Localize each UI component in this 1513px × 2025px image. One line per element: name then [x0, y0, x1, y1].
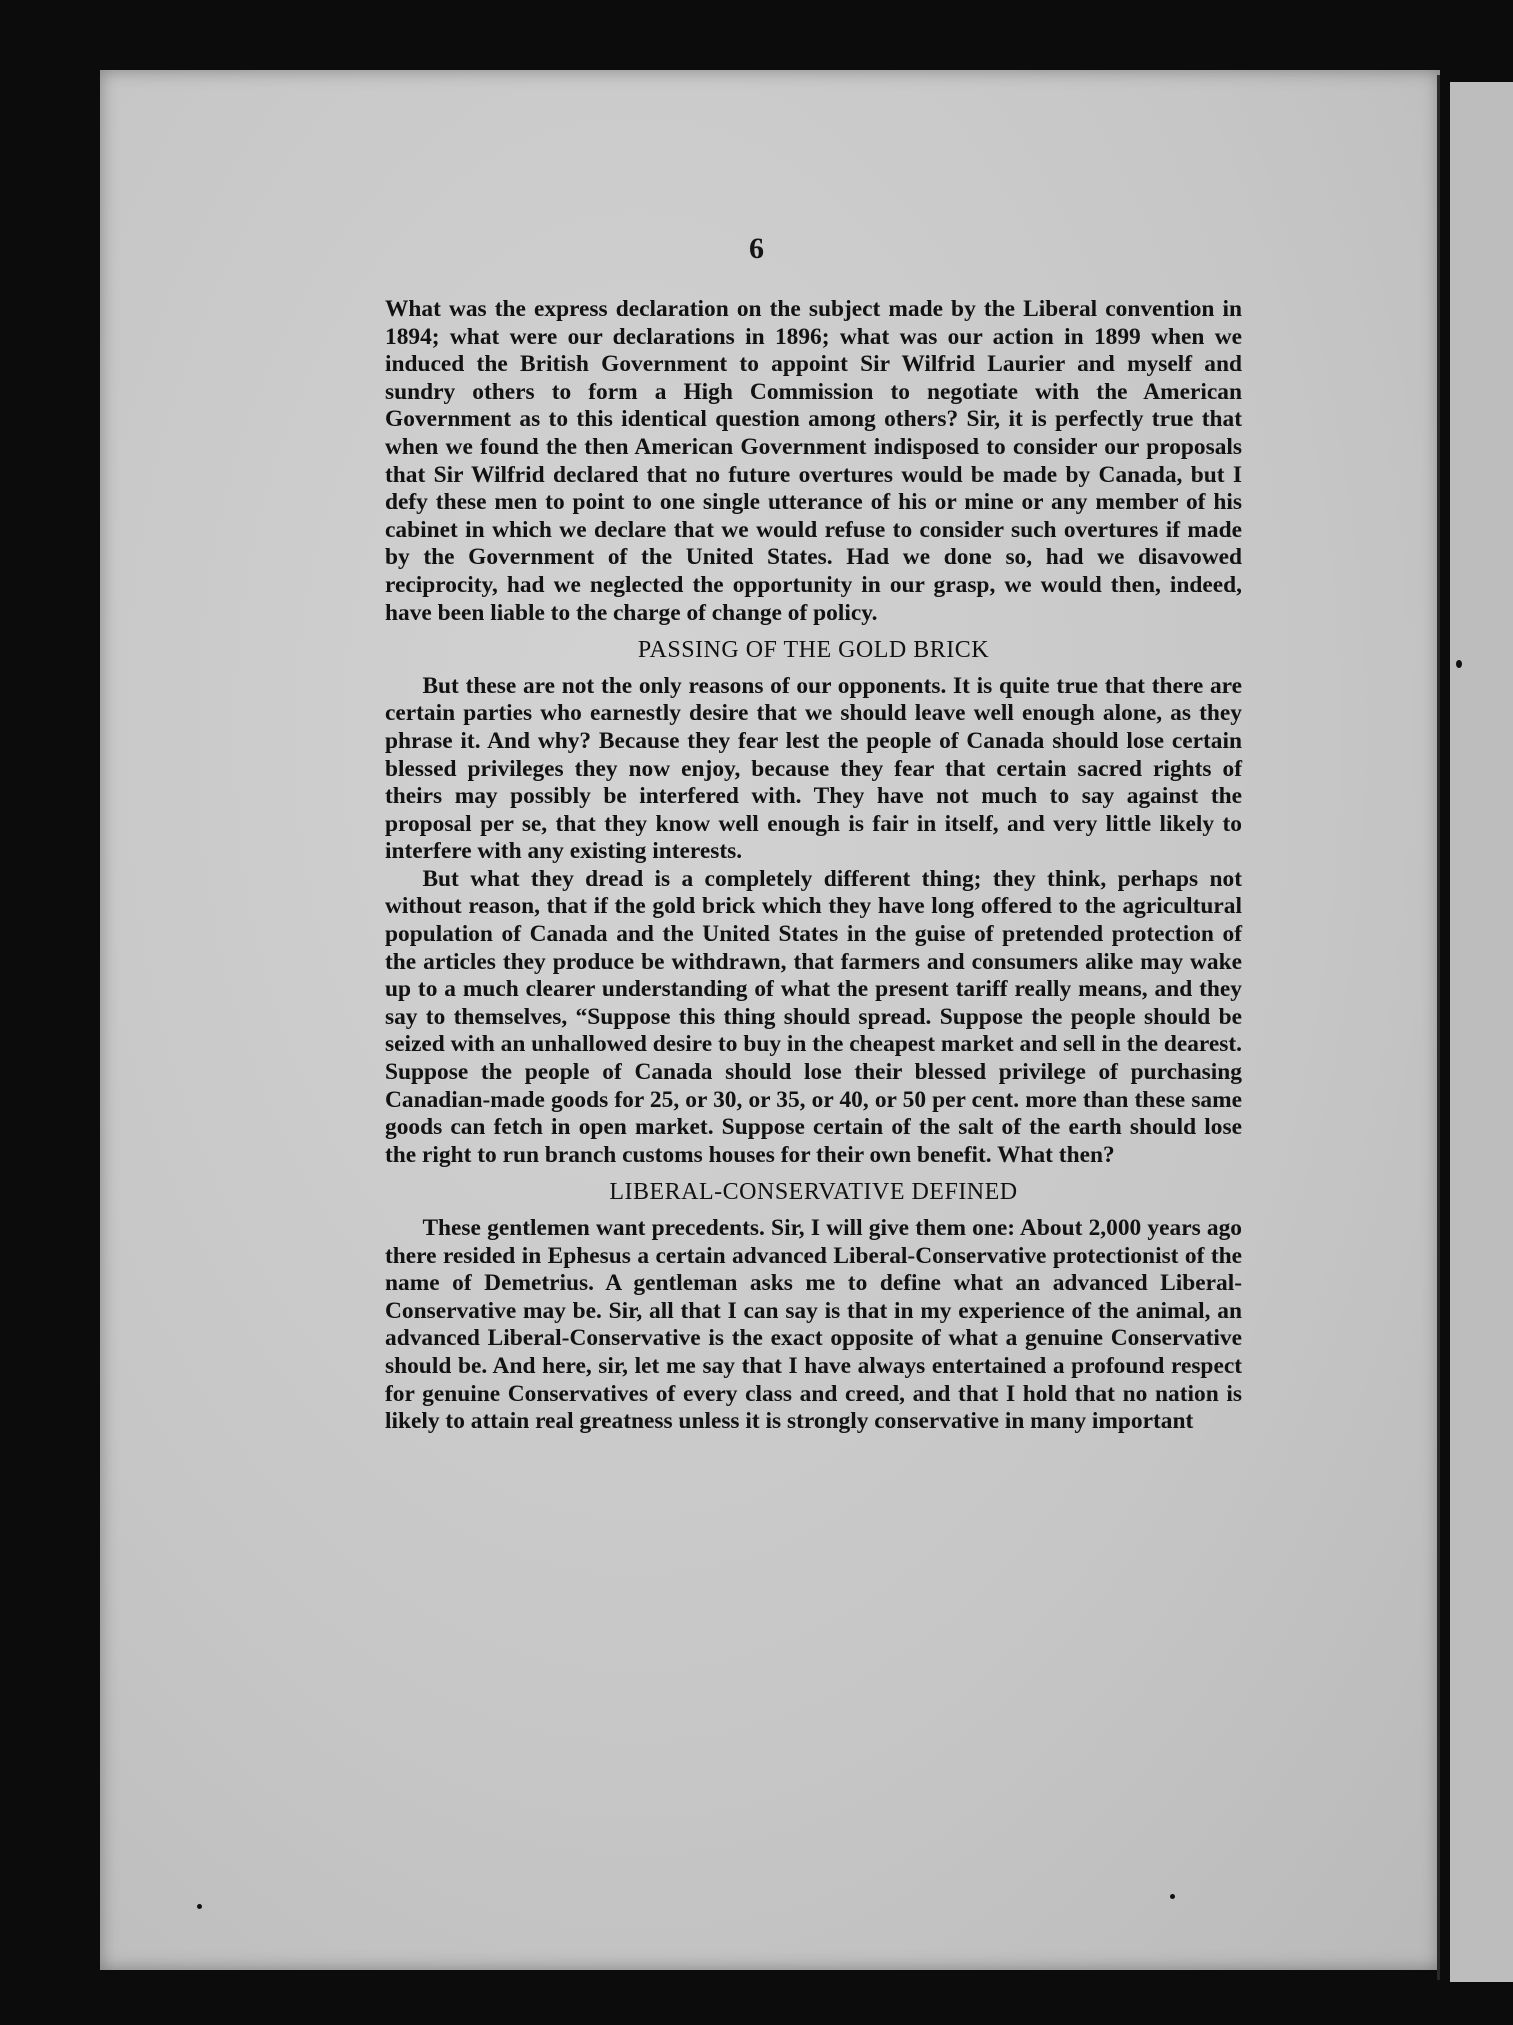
scan-speck: [197, 1904, 202, 1909]
body-text: [385, 296, 1242, 1436]
next-page-edge: [1450, 82, 1513, 1982]
section-heading-liberal-conservative: LIBERAL-CONSERVATIVE DEFINED: [609, 1179, 1018, 1206]
page-number: 6: [749, 232, 764, 265]
page-edge-divider: [1437, 75, 1440, 1980]
paragraph-2: But these are not the only reasons of our opponents. It is quite true that there are certain parties who earnestly desire that we should leave well enough alone, as they phrase it. And why? Because they fear lest the people of Canada should lose certain blessed privileges they now enjoy, because they fear that certain sacred rights of theirs may possibly be interfered with. They have not much to say against the proposal per se, that they know well enough is fair in itself, and very little likely to interfere with any existing interests.: [385, 672, 1242, 865]
section-heading-gold-brick: PASSING OF THE GOLD BRICK: [637, 637, 990, 664]
scan-speck: [1170, 1894, 1175, 1899]
paragraph-1: What was the express declaration on the subject made by the Liberal convention in 1894; what were our declarations in 1896; what was our action in 1899 when we induced the British Government to appoint Sir Wilfrid Laurier and myself and sundry others to form a High Commission to negotiate with the American Government as to this identical question among others? Sir, it is perfectly true that when we found the then American Government indisposed to consider our proposals that Sir Wilfrid declared that no future overtures would be made by Canada, but I defy these men to point to one single utterance of his or mine or any member of his cabinet in which we declare that we would refuse to consider such overtures if made by the Government of the United States. Had we done so, had we disavowed reciprocity, had we neglected the opportunity in our grasp, we would then, indeed, have been liable to the charge of change of policy.: [385, 296, 1242, 626]
paragraph-3: But what they dread is a completely different thing; they think, perhaps not without reason, that if the gold brick which they have long offered to the agricultural population of Canada and the United States in the guise of pretended protection of the articles they produce be withdrawn, that farmers and consumers alike may wake up to a much clearer understanding of what the present tariff really means, and they say to themselves, “Suppose this thing should spread. Suppose the people should be seized with an unhallowed desire to buy in the cheapest market and sell in the dearest. Suppose the people of Canada should lose their blessed privilege of purchasing Canadian-made goods for 25, or 30, or 35, or 40, or 50 per cent. more than these same goods can fetch in open market. Suppose certain of the salt of the earth should lose the right to run branch customs houses for their own benefit. What then?: [385, 865, 1242, 1168]
paragraph-4: These gentlemen want precedents. Sir, I will give them one: About 2,000 years ago there resided in Ephesus a certain advanced Liberal-Conservative protectionist of the name of Demetrius. A gentleman asks me to define what an advanced Liberal-Conservative may be. Sir, all that I can say is that in my experience of the animal, an advanced Liberal-Conservative is the exact opposite of what a genuine Conservative should be. And here, sir, let me say that I have always entertained a profound respect for genuine Conservatives of every class and creed, and that I hold that no nation is likely to attain real greatness unless it is strongly conservative in many important: [385, 1215, 1242, 1435]
scan-speck: [1456, 660, 1462, 668]
